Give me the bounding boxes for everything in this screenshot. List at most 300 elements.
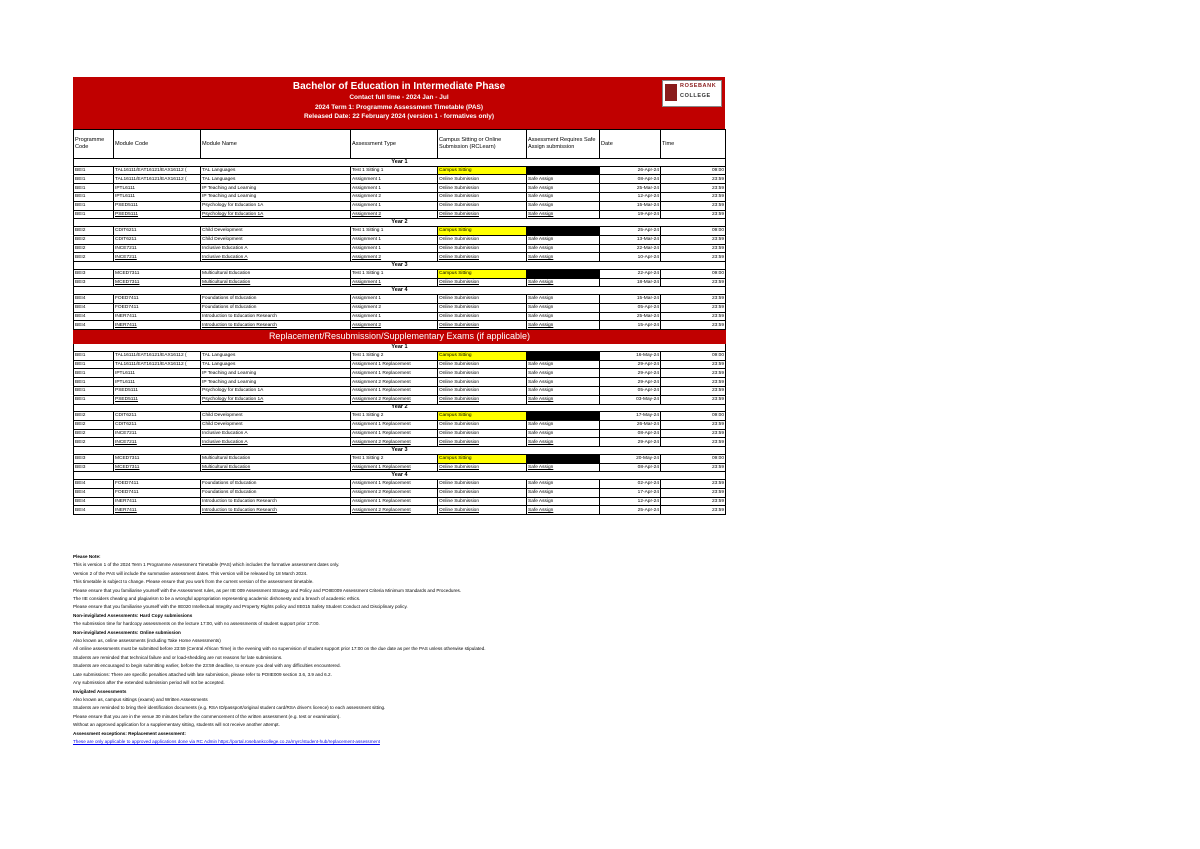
year-label: Year 2: [74, 404, 726, 412]
year-row: [74, 287, 726, 295]
table-cell: TAL16111/EAT16121/EAX16112 (: [114, 175, 201, 184]
table-cell: 08-Apr-24: [600, 175, 661, 184]
table-cell: Safe Assign: [527, 463, 600, 472]
table-cell: [527, 166, 600, 175]
table-cell: Online Submission: [438, 201, 527, 210]
note-line: Please ensure that you are in the venue 30 minutes before the commencement of the written assessment (e.g. test or examination).: [73, 713, 341, 719]
table-cell: BEI1: [74, 378, 114, 387]
table-cell: 23:59: [661, 386, 726, 395]
table-cell: Online Submission: [438, 360, 527, 369]
table-row: [74, 312, 726, 321]
table-cell: Online Submission: [438, 420, 527, 429]
table-cell: 25-Mar-24: [600, 184, 661, 193]
table-row: [74, 395, 726, 404]
table-row: [74, 175, 726, 184]
table-cell: Safe Assign: [527, 378, 600, 387]
table-cell: Inclusive Education A: [201, 438, 351, 447]
table-cell: CDIT6211: [114, 235, 201, 244]
year-label: Year 4: [74, 287, 726, 295]
table-cell: BEI3: [74, 463, 114, 472]
table-row: [74, 463, 726, 472]
table-row: [74, 192, 726, 201]
table-cell: Safe Assign: [527, 488, 600, 497]
table-cell: Test 1 Sitting 1: [351, 269, 438, 278]
logo-text-1: ROSEBANK: [680, 83, 717, 89]
table-cell: 23:59: [661, 360, 726, 369]
table-cell: Assignment 1 Replacement: [351, 497, 438, 506]
table-row: [74, 294, 726, 303]
table-cell: Safe Assign: [527, 420, 600, 429]
table-cell: 17-May-24: [600, 412, 661, 421]
table-cell: Safe Assign: [527, 438, 600, 447]
table-cell: 22-Apr-24: [600, 269, 661, 278]
table-cell: 25-Apr-24: [600, 226, 661, 235]
note-line: Please ensure that you familiarise yourself with the Assessment rules, as per IIE 009 Assessment Strategy and Policy and POIIE009 Assessment Criteria Minimum Standards and Procedures.: [73, 587, 462, 593]
replacement-link[interactable]: These are only applicable to approved applications done via RC Admin https://portal.rosebankcollege.co.za/myrc/student-hub/replacement-assessment: [73, 738, 380, 744]
table-cell: INCE7211: [114, 429, 201, 438]
table-cell: 17-Apr-24: [600, 488, 661, 497]
note-line: Students are encouraged to begin submitting earlier, before the 23:59 deadline, to ensure you deal with any difficulties encountered.: [73, 663, 341, 669]
table-row: [74, 321, 726, 330]
year-label: Year 3: [74, 447, 726, 455]
table-row: [74, 506, 726, 515]
table-cell: Safe Assign: [527, 175, 600, 184]
table-cell: Online Submission: [438, 438, 527, 447]
table-row: [74, 303, 726, 312]
table-cell: Assignment 2: [351, 210, 438, 219]
table-cell: Online Submission: [438, 395, 527, 404]
table-row: [74, 201, 726, 210]
note-line: Non-invigilated Assessments: Hard Copy submissions: [73, 612, 193, 618]
note-line: Without an approved application for a supplementary sitting, students will not receive another attempt.: [73, 722, 280, 728]
table-cell: Assignment 1: [351, 294, 438, 303]
table-cell: Safe Assign: [527, 278, 600, 287]
table-cell: PSED5111: [114, 210, 201, 219]
table-cell: INCE7211: [114, 438, 201, 447]
table-row: [74, 412, 726, 421]
note-line: Any submission after the extended submission period will not be accepted.: [73, 680, 225, 686]
table-cell: Campus Sitting: [438, 454, 527, 463]
table-cell: 09:00: [661, 351, 726, 360]
table-cell: BEI4: [74, 497, 114, 506]
column-header: Module Name: [201, 130, 351, 159]
table-cell: Assignment 2: [351, 253, 438, 262]
table-row: [74, 488, 726, 497]
table-cell: INCE7211: [114, 244, 201, 253]
table-cell: Online Submission: [438, 210, 527, 219]
table-cell: Safe Assign: [527, 360, 600, 369]
table-cell: 23:59: [661, 312, 726, 321]
table-cell: BEI3: [74, 269, 114, 278]
table-cell: 26-Mar-24: [600, 420, 661, 429]
table-cell: Online Submission: [438, 175, 527, 184]
table-cell: BEI2: [74, 253, 114, 262]
table-cell: Assignment 2 Replacement: [351, 438, 438, 447]
logo-mark-icon: [665, 84, 677, 101]
column-header-row: [74, 130, 726, 159]
table-cell: 23:59: [661, 294, 726, 303]
table-cell: 23:59: [661, 506, 726, 515]
table-cell: PSED5111: [114, 201, 201, 210]
table-cell: Assignment 2 Replacement: [351, 506, 438, 515]
table-cell: 25-Apr-24: [600, 506, 661, 515]
table-cell: Safe Assign: [527, 312, 600, 321]
table-cell: Assignment 2 Replacement: [351, 378, 438, 387]
table-cell: TAL16111/EAT16121/EAX16112 (: [114, 360, 201, 369]
column-header: Campus Sitting or Online Submission (RCLearn): [438, 130, 527, 159]
table-row: [74, 369, 726, 378]
table-cell: 09:00: [661, 166, 726, 175]
table-row: [74, 420, 726, 429]
table-cell: PSED5111: [114, 386, 201, 395]
table-cell: Assignment 1 Replacement: [351, 420, 438, 429]
table-cell: [527, 226, 600, 235]
table-cell: Introduction to Education Research: [201, 506, 351, 515]
table-cell: Safe Assign: [527, 497, 600, 506]
table-cell: 09:00: [661, 454, 726, 463]
note-line: The submission time for hardcopy assessments on the lecture 17:00, with no assessments of student support prior 17:00.: [73, 621, 320, 627]
table-cell: Online Submission: [438, 303, 527, 312]
table-cell: INER7411: [114, 506, 201, 515]
table-cell: Foundations of Education: [201, 294, 351, 303]
table-cell: 23:59: [661, 420, 726, 429]
table-cell: FOED7411: [114, 303, 201, 312]
note-line: Please ensure that you familiarise yourself with the IIE020 Intellectual Integrity and Property Rights policy and IIE015 Safety Student Conduct and Disciplinary policy.: [73, 604, 408, 610]
table-cell: Safe Assign: [527, 506, 600, 515]
table-cell: BEI3: [74, 278, 114, 287]
table-cell: 23:59: [661, 429, 726, 438]
table-cell: Online Submission: [438, 488, 527, 497]
table-cell: Assignment 1: [351, 201, 438, 210]
table-cell: Online Submission: [438, 184, 527, 193]
table-cell: BEI2: [74, 438, 114, 447]
table-cell: 23:59: [661, 463, 726, 472]
note-line: Invigilated Assessments: [73, 688, 127, 694]
table-cell: Online Submission: [438, 312, 527, 321]
table-row: [74, 184, 726, 193]
table-cell: Test 1 Sitting 2: [351, 412, 438, 421]
year-row: [74, 262, 726, 270]
table-cell: 09:00: [661, 226, 726, 235]
table-cell: Campus Sitting: [438, 166, 527, 175]
note-line: The IIE considers cheating and plagiarism to be a wrongful appropriation representing academic dishonesty and a breach of academic ethics.: [73, 596, 361, 602]
table-cell: BEI4: [74, 506, 114, 515]
table-cell: Safe Assign: [527, 303, 600, 312]
table-cell: Campus Sitting: [438, 351, 527, 360]
table-cell: Assignment 1 Replacement: [351, 360, 438, 369]
table-cell: INER7411: [114, 321, 201, 330]
table-cell: BEI1: [74, 351, 114, 360]
table-cell: 23:59: [661, 175, 726, 184]
table-cell: IPTL6111: [114, 378, 201, 387]
table-cell: 09:00: [661, 269, 726, 278]
column-header: Module Code: [114, 130, 201, 159]
table-cell: IPTL6111: [114, 184, 201, 193]
programme-title: Bachelor of Education in Intermediate Phase: [292, 81, 506, 92]
table-row: [74, 378, 726, 387]
table-cell: 18-Mar-24: [600, 278, 661, 287]
table-cell: Online Submission: [438, 253, 527, 262]
table-cell: 23:59: [661, 369, 726, 378]
table-cell: BEI2: [74, 226, 114, 235]
table-cell: MCED7311: [114, 278, 201, 287]
table-cell: Test 1 Sitting 2: [351, 454, 438, 463]
table-cell: Psychology for Education 1A: [201, 386, 351, 395]
note-line: This is version 1 of the 2024 Term 1 Programme Assessment Timetable (PAS) which includes the formative assessment dates only.: [73, 562, 340, 568]
table-cell: 23:59: [661, 497, 726, 506]
table-cell: Multicultural Education: [201, 269, 351, 278]
table-cell: 29-Apr-24: [600, 438, 661, 447]
table-cell: FOED7411: [114, 488, 201, 497]
table-cell: Campus Sitting: [438, 412, 527, 421]
note-line: Assessment exceptions: Replacement assessment:: [73, 730, 186, 736]
table-cell: Online Submission: [438, 463, 527, 472]
table-cell: BEI4: [74, 303, 114, 312]
table-cell: Safe Assign: [527, 235, 600, 244]
note-line: All online assessments must be submitted before 23:59 (Central African Time) in the evening with no supervision of student support prior 17:00 on the due date as per the PAS unless otherwise stipulated.: [73, 646, 486, 652]
column-header: Date: [600, 130, 661, 159]
table-cell: Safe Assign: [527, 369, 600, 378]
table-row: [74, 351, 726, 360]
table-cell: CDIT6211: [114, 226, 201, 235]
table-cell: Assignment 1: [351, 184, 438, 193]
table-cell: BEI1: [74, 369, 114, 378]
table-row: [74, 360, 726, 369]
table-cell: BEI4: [74, 488, 114, 497]
table-cell: IPTL6111: [114, 369, 201, 378]
year-row: [74, 159, 726, 167]
table-cell: 23:59: [661, 321, 726, 330]
table-cell: Assignment 1 Replacement: [351, 480, 438, 489]
table-cell: 23:59: [661, 488, 726, 497]
table-cell: Assignment 2 Replacement: [351, 488, 438, 497]
column-header: Assessment Type: [351, 130, 438, 159]
table-cell: BEI4: [74, 312, 114, 321]
table-cell: Safe Assign: [527, 386, 600, 395]
table-row: [74, 480, 726, 489]
table-cell: Safe Assign: [527, 184, 600, 193]
table-cell: 29-Apr-24: [600, 360, 661, 369]
table-row: [74, 429, 726, 438]
table-cell: 23:59: [661, 438, 726, 447]
table-cell: Psychology for Education 1A: [201, 210, 351, 219]
table-cell: Assignment 1: [351, 175, 438, 184]
table-cell: 25-Mar-24: [600, 312, 661, 321]
title-banner: [73, 77, 725, 129]
table-cell: 23:59: [661, 303, 726, 312]
table-cell: BEI1: [74, 210, 114, 219]
year-row: [74, 219, 726, 227]
table-cell: Child Development: [201, 226, 351, 235]
table-row: [74, 166, 726, 175]
table-cell: 22-Mar-24: [600, 244, 661, 253]
table-cell: Foundations of Education: [201, 480, 351, 489]
table-cell: 03-May-24: [600, 395, 661, 404]
table-cell: 23:59: [661, 480, 726, 489]
table-cell: IP Teaching and Learning: [201, 369, 351, 378]
table-cell: 23:59: [661, 235, 726, 244]
table-cell: 26-Apr-24: [600, 166, 661, 175]
table-cell: 23:59: [661, 378, 726, 387]
table-cell: Multicultural Education: [201, 278, 351, 287]
table-cell: MCED7311: [114, 454, 201, 463]
table-cell: IP Teaching and Learning: [201, 192, 351, 201]
table-cell: Psychology for Education 1A: [201, 201, 351, 210]
table-cell: Safe Assign: [527, 294, 600, 303]
table-cell: 05-Apr-24: [600, 386, 661, 395]
note-line: Late submissions: There are specific penalties attached with late submission, please refer to POIIE009 section 3.6, 3.9 and 6.2.: [73, 671, 332, 677]
table-row: [74, 278, 726, 287]
table-cell: BEI4: [74, 294, 114, 303]
table-cell: INCE7211: [114, 253, 201, 262]
table-cell: Safe Assign: [527, 192, 600, 201]
table-cell: Safe Assign: [527, 253, 600, 262]
table-cell: BEI1: [74, 201, 114, 210]
please-note-section: [73, 553, 773, 746]
table-cell: Safe Assign: [527, 395, 600, 404]
table-cell: BEI2: [74, 429, 114, 438]
table-cell: BEI1: [74, 166, 114, 175]
table-cell: Online Submission: [438, 235, 527, 244]
year-row: [74, 472, 726, 480]
table-cell: Assignment 1 Replacement: [351, 369, 438, 378]
column-header: Assessment Requires Safe Assign submission: [527, 130, 600, 159]
table-cell: Child Development: [201, 412, 351, 421]
table-cell: BEI1: [74, 184, 114, 193]
table-row: [74, 438, 726, 447]
table-cell: 15-Apr-24: [600, 321, 661, 330]
table-cell: IP Teaching and Learning: [201, 378, 351, 387]
table-row: [74, 244, 726, 253]
table-cell: 23:59: [661, 210, 726, 219]
table-cell: Assignment 1 Replacement: [351, 429, 438, 438]
table-cell: 15-Mar-24: [600, 294, 661, 303]
table-row: [74, 235, 726, 244]
table-cell: 12-Apr-24: [600, 497, 661, 506]
timetable-sheet: [73, 77, 725, 515]
replacement-header-row: [74, 330, 726, 344]
table-cell: [527, 269, 600, 278]
note-line: Students are reminded that technical failure and or load-shedding are not reasons for late submissions.: [73, 654, 283, 660]
term-line: 2024 Term 1: Programme Assessment Timetable (PAS): [314, 103, 484, 111]
table-cell: Assignment 1 Replacement: [351, 463, 438, 472]
note-line: Also known as, online assessments (including Take Home Assessments): [73, 638, 221, 644]
table-cell: Online Submission: [438, 429, 527, 438]
table-cell: 05-Apr-24: [600, 303, 661, 312]
table-row: [74, 269, 726, 278]
year-label: Year 1: [74, 344, 726, 352]
table-cell: 19-Apr-24: [600, 210, 661, 219]
table-cell: BEI3: [74, 454, 114, 463]
table-cell: BEI4: [74, 321, 114, 330]
logo-text-2: COLLEGE: [680, 93, 711, 99]
table-cell: Inclusive Education A: [201, 244, 351, 253]
table-cell: Assignment 1: [351, 278, 438, 287]
table-cell: Child Development: [201, 235, 351, 244]
year-label: Year 3: [74, 262, 726, 270]
table-cell: Online Submission: [438, 294, 527, 303]
table-cell: TAL Languages: [201, 360, 351, 369]
table-cell: Campus Sitting: [438, 226, 527, 235]
table-cell: Introduction to Education Research: [201, 321, 351, 330]
table-cell: Introduction to Education Research: [201, 312, 351, 321]
note-line: Students are reminded to bring their identification documents (e.g. RSA ID/passport/original student card/RSA driver's licence) to each assessment sitting.: [73, 705, 386, 711]
table-cell: Test 1 Sitting 2: [351, 351, 438, 360]
table-cell: 09:00: [661, 412, 726, 421]
table-cell: [527, 454, 600, 463]
table-cell: TAL16111/EAT16121/EAX16112 (: [114, 166, 201, 175]
table-cell: 23:59: [661, 253, 726, 262]
year-label: Year 2: [74, 219, 726, 227]
table-cell: PSED5111: [114, 395, 201, 404]
table-cell: Child Development: [201, 420, 351, 429]
table-cell: 10-Apr-24: [600, 253, 661, 262]
table-cell: Psychology for Education 1A: [201, 395, 351, 404]
table-cell: Assignment 2: [351, 303, 438, 312]
table-cell: 13-Mar-24: [600, 235, 661, 244]
table-cell: 23:59: [661, 244, 726, 253]
table-cell: INER7411: [114, 312, 201, 321]
release-line: Released Date: 22 February 2024 (version 1 - formatives only): [303, 113, 495, 120]
table-cell: Safe Assign: [527, 201, 600, 210]
note-line: This timetable is subject to change. Please ensure that you work from the current version of the assessment timetable.: [73, 579, 314, 585]
table-cell: 23:59: [661, 192, 726, 201]
contact-line: Contact full time - 2024 Jan - Jul: [349, 94, 449, 101]
table-cell: 08-Apr-24: [600, 463, 661, 472]
table-cell: BEI1: [74, 395, 114, 404]
table-cell: Inclusive Education A: [201, 429, 351, 438]
year-row: [74, 344, 726, 352]
table-cell: Test 1 Sitting 1: [351, 226, 438, 235]
table-cell: TAL Languages: [201, 175, 351, 184]
table-cell: Safe Assign: [527, 321, 600, 330]
table-cell: Assignment 1 Replacement: [351, 386, 438, 395]
table-cell: MCED7311: [114, 269, 201, 278]
table-cell: Online Submission: [438, 480, 527, 489]
table-cell: Foundations of Education: [201, 488, 351, 497]
table-cell: Multicultural Education: [201, 463, 351, 472]
table-cell: 23:59: [661, 278, 726, 287]
table-cell: Test 1 Sitting 1: [351, 166, 438, 175]
table-cell: Safe Assign: [527, 429, 600, 438]
table-cell: Campus Sitting: [438, 269, 527, 278]
year-row: [74, 404, 726, 412]
table-cell: Online Submission: [438, 321, 527, 330]
table-cell: CDIT6211: [114, 420, 201, 429]
table-cell: 23:59: [661, 201, 726, 210]
table-cell: BEI2: [74, 412, 114, 421]
table-cell: BEI1: [74, 386, 114, 395]
table-cell: Assignment 1: [351, 244, 438, 253]
table-cell: CDIT6211: [114, 412, 201, 421]
table-cell: Assignment 1: [351, 312, 438, 321]
college-logo: [662, 80, 722, 107]
table-cell: MCED7311: [114, 463, 201, 472]
year-row: [74, 447, 726, 455]
table-cell: IPTL6111: [114, 192, 201, 201]
table-cell: [527, 412, 600, 421]
table-cell: BEI1: [74, 175, 114, 184]
table-cell: Online Submission: [438, 369, 527, 378]
replacement-title: Replacement/Resubmission/Supplementary Exams (if applicable): [74, 330, 726, 344]
table-cell: 29-Apr-24: [600, 369, 661, 378]
table-row: [74, 386, 726, 395]
table-cell: Assignment 2 Replacement: [351, 395, 438, 404]
table-cell: 02-Apr-24: [600, 480, 661, 489]
table-cell: BEI4: [74, 480, 114, 489]
year-label: Year 1: [74, 159, 726, 167]
table-cell: [527, 351, 600, 360]
